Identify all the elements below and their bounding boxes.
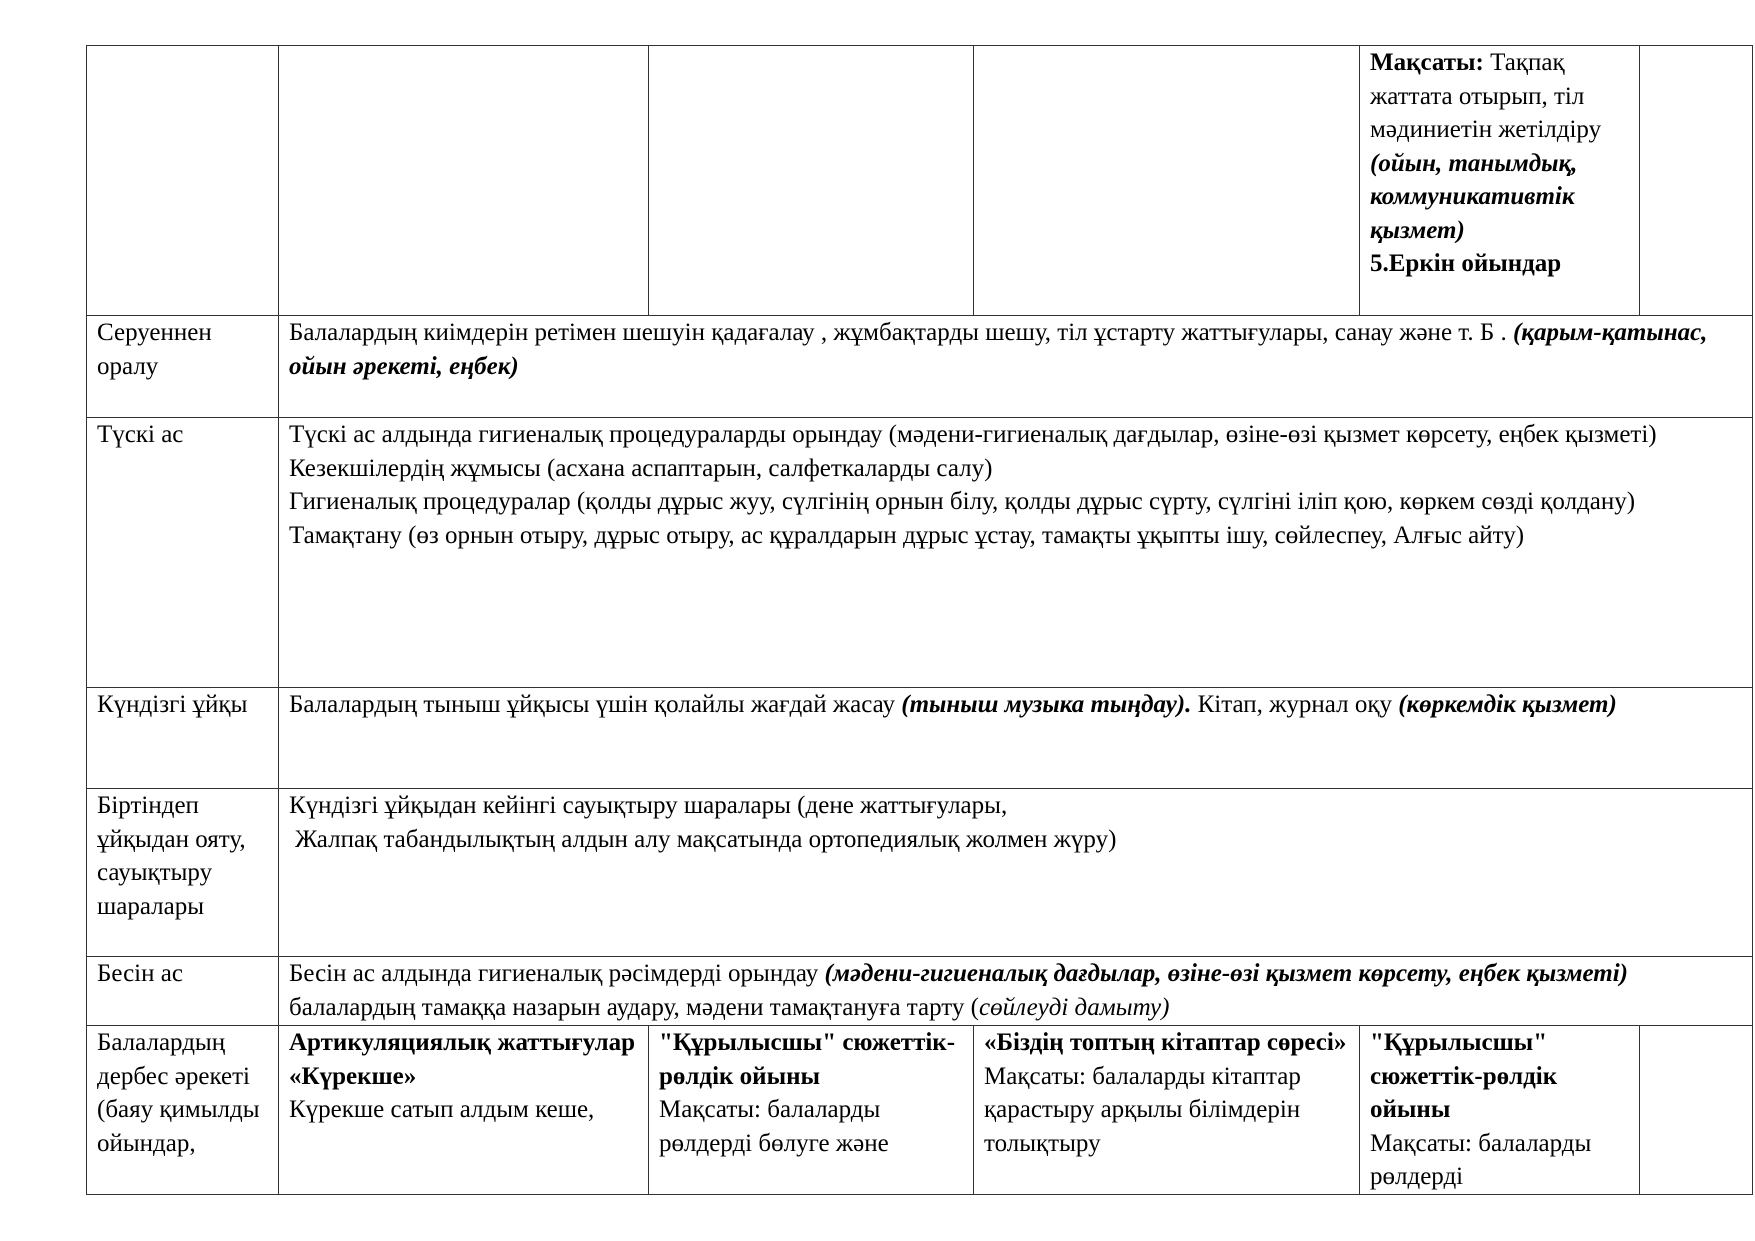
activity-title: "Құрылысшы" сюжеттік-рөлдік ойыны	[1370, 1029, 1558, 1123]
wake-line: Жалпақ табандылықтың алдын алу мақсатында ортопедиялық жолмен жүру)	[295, 825, 1117, 853]
table-row	[87, 789, 1753, 957]
table-row	[87, 688, 1753, 789]
table-cell	[974, 1026, 1360, 1195]
table-cell	[1640, 1026, 1753, 1195]
row-content-cell	[279, 316, 1753, 418]
table-cell	[279, 1026, 649, 1195]
table-cell	[649, 1026, 974, 1195]
snack-activity-2: сөйлеуді дамыту)	[978, 993, 1170, 1021]
snack-activity: (мәдени-гигиеналық дағдылар, өзіне-өзі қызмет көрсету, еңбек қызметі)	[824, 960, 1628, 987]
row-label-cell: Біртіндеп ұйқыдан ояту, сауықтыру шаралары	[87, 789, 279, 957]
table-cell	[1360, 1026, 1640, 1195]
row-content-cell	[279, 789, 1753, 957]
row-label-cell	[87, 46, 279, 316]
table-row	[87, 957, 1753, 1026]
activity-text: Күрекше сатып алдым кеше,	[289, 1096, 595, 1123]
activity-text: Мақсаты: балаларды рөлдерді бөлуге және	[659, 1096, 889, 1157]
activity-title: Артикуляциялық жаттығулар	[289, 1029, 636, 1056]
lunch-line: Тамақтану (өз орнын отыру, дұрыс отыру, ас құралдарын дұрыс ұстау, тамақты ұқыпты ішу, сөйлеспеу, Алғыс айту)	[289, 521, 1525, 549]
walk-return-activity: (қарым-қатынас, ойын әрекеті, еңбек)	[289, 319, 1708, 380]
row-content-cell	[279, 688, 1753, 789]
row-content-cell	[279, 957, 1753, 1026]
snack-text: Бесін ас алдында гигиеналық рәсімдерді орындау	[289, 960, 825, 987]
row-content-cell	[279, 418, 1753, 688]
table-cell	[279, 46, 649, 316]
daily-plan-table	[86, 45, 1753, 1195]
lunch-line: Түскі ас алдында гигиеналық процедураларды орындау (мәдени-гигиеналық дағдылар, өзіне-өзі қызмет көрсету, еңбек қызметі)	[289, 421, 1657, 448]
row-label-cell: Күндізгі ұйқы	[87, 688, 279, 789]
table-cell	[649, 46, 974, 316]
nap-activity-2: (көркемдік қызмет)	[1398, 691, 1617, 718]
lunch-line: Кезекшілердің жұмысы (асхана аспаптарын, салфеткаларды салу)	[289, 454, 993, 482]
goal-label: Мақсаты:	[1370, 49, 1484, 76]
table-row	[87, 46, 1753, 316]
row-label-cell: Серуеннен оралу	[87, 316, 279, 418]
activity-title: "Құрылысшы" сюжеттік-рөлдік ойыны	[659, 1029, 956, 1090]
goal-text: Тақпақ жаттата отырып, тіл мәдиниетін жетілдіру	[1370, 49, 1602, 143]
table-cell	[974, 46, 1360, 316]
activity-subtitle: «Күрекше»	[289, 1062, 417, 1090]
nap-text: Балалардың тыныш ұйқысы үшін қолайлы жағдай жасау	[289, 691, 902, 718]
table-row	[87, 1026, 1753, 1195]
nap-text-2: Кітап, журнал оқу	[1191, 691, 1399, 718]
table-cell	[1640, 46, 1753, 316]
nap-activity: (тыныш музыка тыңдау).	[901, 691, 1192, 718]
wake-line: Күндізгі ұйқыдан кейінгі сауықтыру шаралары (дене жаттығулары,	[289, 792, 1008, 819]
activity-note: (ойын, танымдық, коммуникативтік қызмет)	[1370, 149, 1578, 244]
free-games-heading: 5.Еркін ойындар	[1370, 250, 1562, 277]
activity-text: Мақсаты: балаларды рөлдерді	[1370, 1129, 1592, 1190]
goal-cell	[1360, 46, 1640, 316]
row-label-cell: Бесін ас	[87, 957, 279, 1026]
table-row	[87, 316, 1753, 418]
snack-text-2: балалардың тамаққа назарын аудару, мәдени тамақтануға тарту (	[289, 993, 979, 1021]
row-label-cell: Балалардың дербес әрекеті (баяу қимылды ойындар,	[87, 1026, 279, 1195]
lunch-line: Гигиеналық процедуралар (қолды дұрыс жуу, сүлгінің орнын білу, қолды дұрыс сүрту, сүлгіні іліп қою, көркем сөзді қолдану)	[289, 488, 1636, 515]
activity-text: Мақсаты: балаларды кітаптар қарастыру арқылы білімдерін толықтыру	[984, 1062, 1301, 1157]
table-row	[87, 418, 1753, 688]
walk-return-text: Балалардың киімдерін ретімен шешуін қадағалау , жұмбақтарды шешу, тіл ұстарту жаттығулары, санау және т. Б .	[289, 319, 1507, 346]
activity-title: «Біздің топтың кітаптар сөресі»	[984, 1029, 1347, 1056]
row-label-cell: Түскі ас	[87, 418, 279, 688]
